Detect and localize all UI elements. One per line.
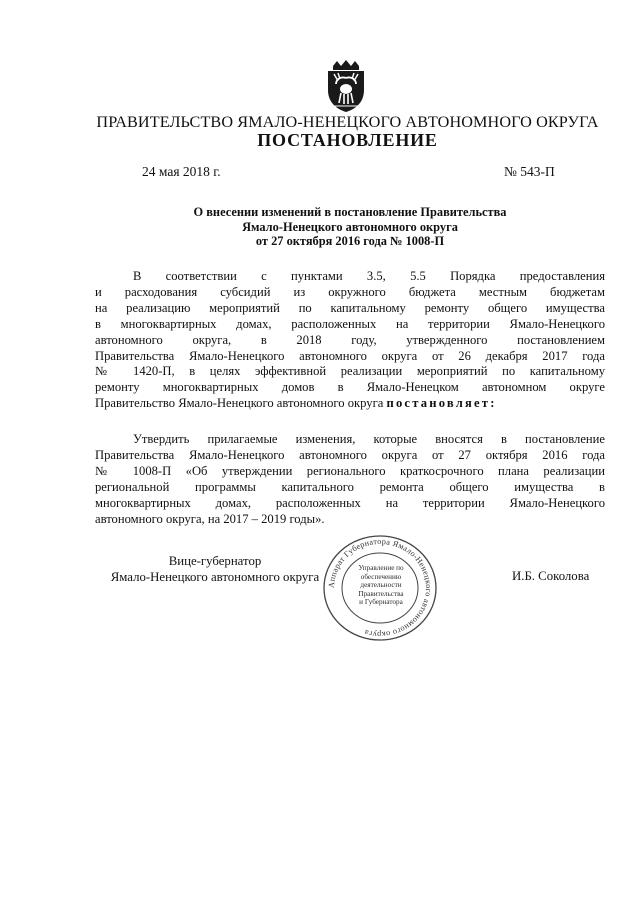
text-line: региональной программы капитального ремонта общего имущества в (95, 479, 605, 494)
text-line: и расходования субсидий из окружного бюджета местным бюджетам (95, 284, 605, 299)
stamp-line: обеспечению (360, 572, 402, 581)
signatory-name: И.Б. Соколова (512, 569, 590, 583)
text-line: № 1420-П, в целях эффективной реализации мероприятий по капитальному (95, 364, 605, 379)
stamp-line: Управление по (358, 564, 404, 572)
text-line: Утвердить прилагаемые изменения, которые вносятся в постановление (133, 432, 605, 446)
decree-number: № 543-П (504, 164, 555, 179)
signatory-position: Вице-губернатор (168, 554, 262, 568)
text-line (95, 396, 605, 412)
text-line: многоквартирных домах, расположенных на территории Ямало-Ненецкого (95, 495, 605, 510)
subject-line: от 27 октября 2016 года № 1008-П (255, 234, 445, 248)
stamp-inner-text (350, 564, 412, 607)
coat-of-arms-icon (322, 60, 370, 112)
decree-date: 24 мая 2018 г. (142, 164, 221, 179)
text-line: Правительства Ямало-Ненецкого автономного округа от 26 декабря 2017 года (95, 348, 605, 363)
stamp-line: Правительства (358, 589, 404, 598)
text-line: в многоквартирных домах, расположенных на территории Ямало-Ненецкого (95, 316, 605, 331)
signatory-title (95, 553, 335, 585)
official-stamp (320, 534, 440, 642)
subject-line: Ямало-Ненецкого автономного округа (242, 219, 458, 234)
text-line: В соответствии с пунктами 3.5, 5.5 Порядка предоставления (133, 269, 605, 283)
signatory-region: Ямало-Ненецкого автономного округа (110, 570, 320, 584)
decree-subject (120, 205, 580, 249)
government-name: ПРАВИТЕЛЬСТВО ЯМАЛО-НЕНЕЦКОГО АВТОНОМНОГО ОКРУГА (96, 113, 599, 131)
decree-authority: Правительство Ямало-Ненецкого автономного округа (95, 396, 384, 411)
text-line: автономного округа, в 2018 году, утвержденного постановлением (95, 332, 605, 347)
text-line: на реализацию мероприятий по капитальному ремонту общего имущества (95, 300, 605, 315)
preamble-paragraph (95, 269, 605, 412)
text-line: автономного округа, на 2017 – 2019 годы». (95, 511, 325, 526)
subject-line: О внесении изменений в постановление Правительства (193, 205, 507, 219)
text-line: ремонту многоквартирных домов в Ямало-Ненецком автономном округе (95, 380, 605, 395)
stamp-line: деятельности (360, 581, 402, 590)
stamp-ring-text: Аппарат Губернатора Ямало-Ненецкого автономного округа (326, 536, 434, 640)
text-line: № 1008-П «Об утверждении регионального краткосрочного плана реализации (95, 463, 605, 478)
document-type: ПОСТАНОВЛЕНИЕ (257, 130, 438, 150)
decree-paragraph (95, 432, 605, 527)
decree-word: постановляет: (386, 396, 497, 411)
stamp-line: и Губернатора (359, 598, 403, 607)
text-line: Правительства Ямало-Ненецкого автономного округа от 27 октября 2016 года (95, 447, 605, 462)
